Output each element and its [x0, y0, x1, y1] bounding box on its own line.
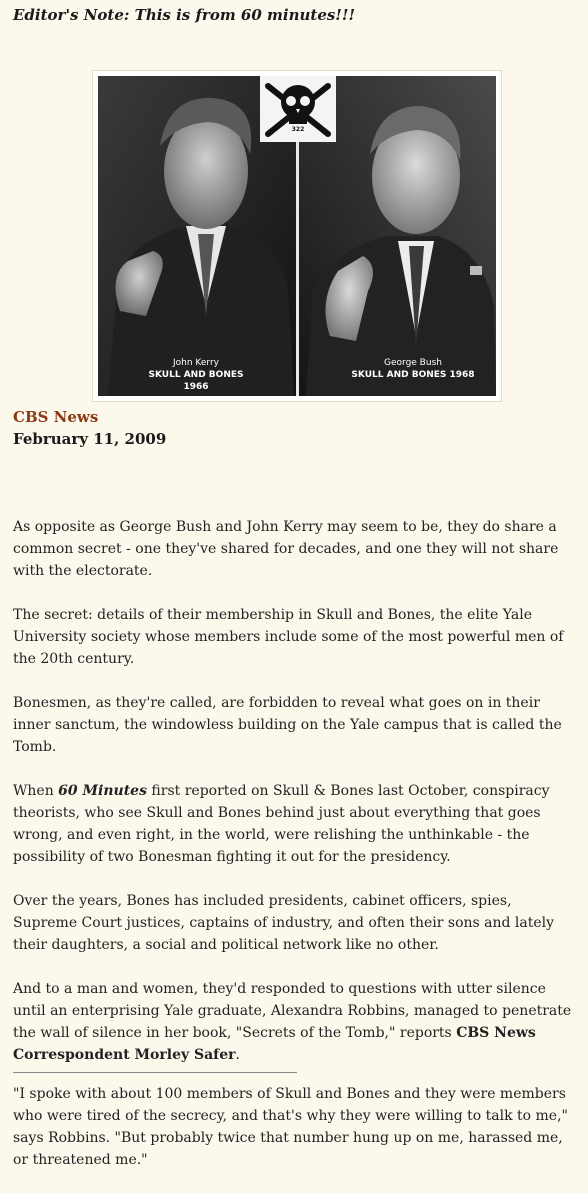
editor-note: Editor's Note: This is from 60 minutes!!!	[13, 6, 356, 24]
paragraph-4-before: When	[13, 783, 59, 799]
left-caption	[136, 357, 256, 393]
source-date: February 11, 2009	[13, 430, 167, 448]
source-block	[13, 406, 166, 450]
divider	[13, 1072, 297, 1073]
right-caption	[348, 357, 478, 381]
article-body	[13, 516, 578, 1193]
paragraph-4	[13, 780, 578, 868]
right-caption-sub: SKULL AND BONES 1968	[351, 370, 475, 380]
photo-illustration	[98, 76, 496, 396]
emblem-number: 322	[291, 126, 305, 133]
correspondent-credit: CBS News Correspondent Morley Safer	[13, 1025, 536, 1063]
photo-composite	[98, 76, 496, 396]
right-caption-name: George Bush	[384, 358, 442, 368]
paragraph-6-before: And to a man and women, they'd responded to questions with utter silence until an enterprising Yale graduate, Alexandra Robbins, managed to penetrate the wall of silence in her book, "Secrets of the Tomb," reports	[13, 981, 572, 1041]
paragraph-3: Bonesmen, as they're called, are forbidden to reveal what goes on in their inner sanctum, the windowless building on the Yale campus that is called the Tomb.	[13, 695, 562, 755]
paragraph-4-after: first reported on Skull & Bones last October, conspiracy theorists, who see Skull and Bones behind just about everything that goes wrong, and even right, in the world, were relishing the unthinkable - the possibility of two Bonesman fighting it out for the presidency.	[13, 783, 550, 865]
paragraph-6-after: .	[235, 1047, 240, 1063]
source-name[interactable]: CBS News	[13, 408, 99, 426]
paragraph-2: The secret: details of their membership in Skull and Bones, the elite Yale University society whose members include some of the most powerful men of the 20th century.	[13, 607, 564, 667]
show-name: 60 Minutes	[58, 783, 147, 799]
left-caption-name: John Kerry	[173, 358, 219, 368]
paragraph-1: As opposite as George Bush and John Kerry may seem to be, they do share a common secret - one they've shared for decades, and one they will not share with the electorate.	[13, 519, 559, 579]
left-caption-sub: SKULL AND BONES 1966	[148, 370, 244, 392]
paragraph-6	[13, 978, 578, 1066]
paragraph-7: "I spoke with about 100 members of Skull and Bones and they were members who were tired of the secrecy, and that's why they were willing to talk to me," says Robbins. "But probably twice that number hung up on me, harassed me, or threatened me."	[13, 1086, 568, 1168]
paragraph-5: Over the years, Bones has included presidents, cabinet officers, spies, Supreme Court justices, captains of industry, and often their sons and lately their daughters, a social and political network like no other.	[13, 893, 555, 953]
article-photo	[92, 70, 502, 402]
